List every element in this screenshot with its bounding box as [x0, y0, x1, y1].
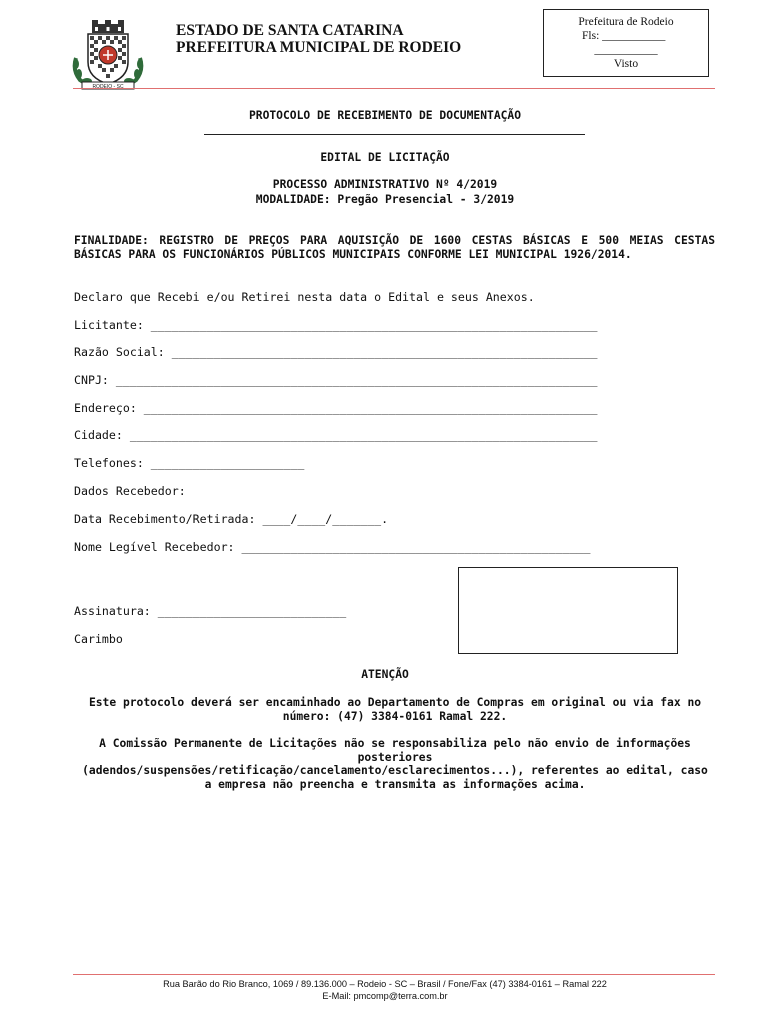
- header-title: [176, 22, 461, 56]
- fls-box-visto: Visto: [613, 58, 639, 70]
- prefecture-name: PREFEITURA MUNICIPAL DE RODEIO: [176, 39, 462, 56]
- dados-recebedor-label: Dados Recebedor:: [74, 484, 186, 498]
- processo-number: PROCESSO ADMINISTRATIVO Nº 4/2019: [272, 178, 498, 191]
- footer-address: Rua Barão do Rio Branco, 1069 / 89.136.000 – Rodeio - SC – Brasil / Fone/Fax (47) 3384-0161 – Ramal 222: [163, 979, 607, 989]
- header-divider: [73, 88, 715, 89]
- state-name: ESTADO DE SANTA CATARINA: [176, 22, 404, 39]
- footer-email: E-Mail: pmcomp@terra.com.br: [322, 991, 448, 1001]
- fls-visto-box: [543, 9, 709, 77]
- carimbo-label: Carimbo: [74, 632, 123, 646]
- stamp-box[interactable]: [458, 567, 678, 654]
- fls-box-line: ___________: [594, 44, 658, 56]
- municipal-crest-icon: [70, 18, 146, 90]
- crest-ribbon-text: RODEIO - SC: [92, 84, 124, 90]
- licitante-field[interactable]: Licitante: ________________________________________________________________: [74, 318, 598, 332]
- fls-box-prefecture: Prefeitura de Rodeio: [578, 16, 674, 28]
- notice-commission-line2: (adendos/suspensões/retificação/cancelamento/esclarecimentos...), referentes ao edital, caso a empresa não preencha e transmita as informações acima.: [82, 764, 708, 791]
- fls-box-fls: Fls: ___________: [582, 30, 666, 42]
- cidade-field[interactable]: Cidade: ___________________________________________________________________: [74, 428, 598, 442]
- telefones-field[interactable]: Telefones: ______________________: [74, 456, 305, 470]
- data-recebimento-field[interactable]: Data Recebimento/Retirada: ____/____/_______.: [74, 512, 389, 526]
- protocol-title: PROTOCOLO DE RECEBIMENTO DE DOCUMENTAÇÃO: [248, 109, 522, 122]
- edital-title: EDITAL DE LICITAÇÃO: [320, 151, 450, 164]
- notice-fax: Este protocolo deverá ser encaminhado ao Departamento de Compras em original ou via fax no número: (47) 3384-0161 Ramal 222.: [88, 696, 702, 723]
- attention-title: ATENÇÃO: [361, 668, 409, 681]
- assinatura-field[interactable]: Assinatura: ___________________________: [74, 604, 347, 618]
- footer-divider: [73, 974, 715, 975]
- razao-social-field[interactable]: Razão Social: _____________________________________________________________: [74, 345, 598, 359]
- notice-commission: [80, 737, 710, 791]
- nome-recebedor-field[interactable]: Nome Legível Recebedor: __________________________________________________: [74, 540, 591, 554]
- declaration-text: Declaro que Recebi e/ou Retirei nesta data o Edital e seus Anexos.: [74, 290, 535, 304]
- finalidade-paragraph: FINALIDADE: REGISTRO DE PREÇOS PARA AQUISIÇÃO DE 1600 CESTAS BÁSICAS E 500 MEIAS CESTAS BÁSICAS PARA OS FUNCIONÁRIOS PÚBLICOS MUNICIPAIS CONFORME LEI MUNICIPAL 1926/2014.: [74, 234, 715, 261]
- cnpj-field[interactable]: CNPJ: _____________________________________________________________________: [74, 373, 598, 387]
- title-underline: [204, 134, 585, 135]
- modalidade: MODALIDADE: Pregão Presencial - 3/2019: [255, 193, 515, 206]
- notice-commission-line1: A Comissão Permanente de Licitações não se responsabiliza pelo não envio de informações posteriores: [99, 737, 691, 764]
- endereco-field[interactable]: Endereço: _________________________________________________________________: [74, 401, 598, 415]
